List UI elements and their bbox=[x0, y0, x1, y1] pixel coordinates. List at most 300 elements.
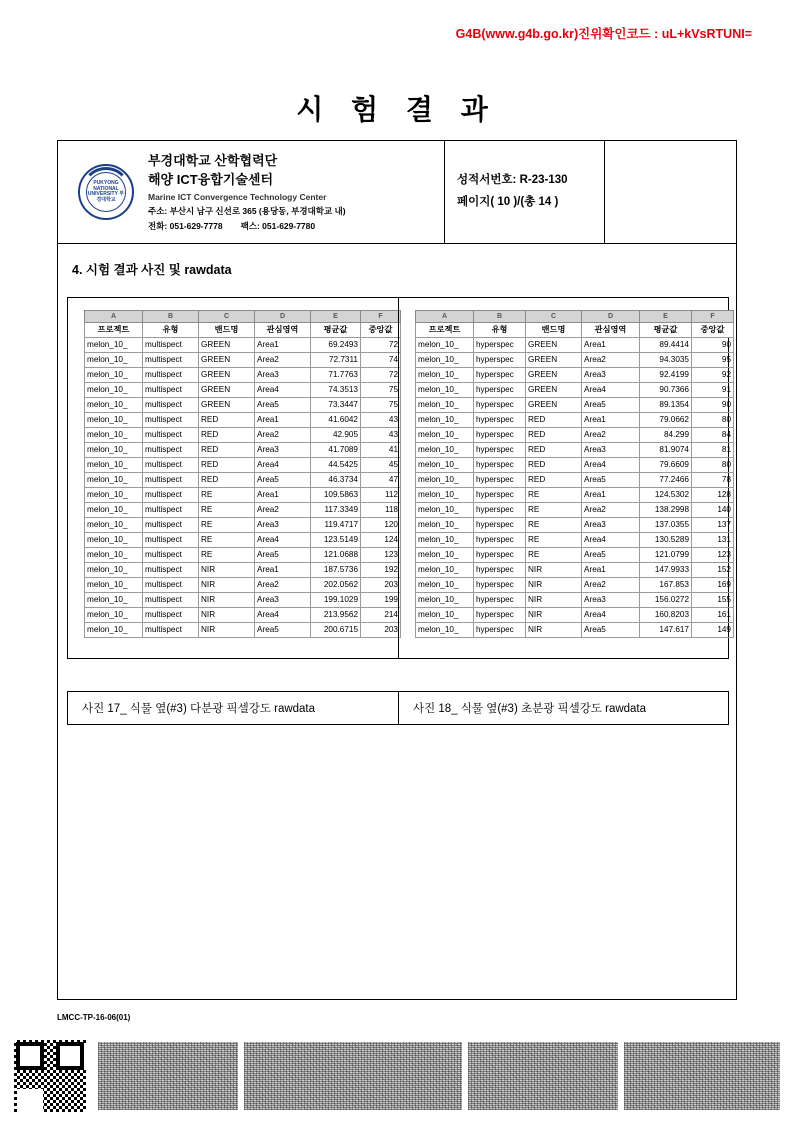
table-cell: 167.853 bbox=[640, 578, 692, 593]
table-cell: 169 bbox=[692, 578, 734, 593]
org-name-line1: 부경대학교 산학협력단 bbox=[148, 152, 278, 168]
table-row bbox=[416, 338, 734, 353]
table-cell: Area4 bbox=[582, 533, 640, 548]
table-cell: 187.5736 bbox=[311, 563, 361, 578]
table-row bbox=[85, 383, 401, 398]
table-cell: Area2 bbox=[255, 578, 311, 593]
table-cell: 121.0688 bbox=[311, 548, 361, 563]
table-row bbox=[85, 533, 401, 548]
table-row bbox=[416, 383, 734, 398]
table-cell: hyperspec bbox=[474, 398, 526, 413]
table-cell: RED bbox=[526, 458, 582, 473]
table-cell: 123 bbox=[692, 548, 734, 563]
table-row bbox=[85, 413, 401, 428]
column-letter-cell: F bbox=[361, 311, 401, 323]
table-header-cell: 중앙값 bbox=[692, 323, 734, 338]
table-cell: hyperspec bbox=[474, 623, 526, 638]
barcode-strip-4 bbox=[624, 1042, 780, 1110]
table-cell: Area2 bbox=[255, 503, 311, 518]
org-address: 주소: 부산시 남구 신선로 365 (용당동, 부경대학교 내) bbox=[148, 206, 346, 217]
table-cell: 75 bbox=[361, 398, 401, 413]
table-cell: 91 bbox=[692, 383, 734, 398]
report-number: 성적서번호: R-23-130 bbox=[457, 174, 568, 187]
table-cell: NIR bbox=[526, 593, 582, 608]
table-cell: multispect bbox=[143, 458, 199, 473]
table-cell: 43 bbox=[361, 428, 401, 443]
table-cell: 79.6609 bbox=[640, 458, 692, 473]
column-letter-cell: A bbox=[85, 311, 143, 323]
table-cell: hyperspec bbox=[474, 533, 526, 548]
table-cell: 75 bbox=[361, 383, 401, 398]
table-cell: 42.905 bbox=[311, 428, 361, 443]
table-cell: 90.7366 bbox=[640, 383, 692, 398]
table-cell: melon_10_ bbox=[416, 383, 474, 398]
organization-info-row bbox=[58, 141, 736, 244]
table-row bbox=[85, 608, 401, 623]
table-cell: 214 bbox=[361, 608, 401, 623]
table-cell: melon_10_ bbox=[416, 593, 474, 608]
table-cell: hyperspec bbox=[474, 563, 526, 578]
table-cell: multispect bbox=[143, 488, 199, 503]
table-cell: Area4 bbox=[255, 533, 311, 548]
table-cell: GREEN bbox=[526, 398, 582, 413]
table-cell: 72 bbox=[361, 338, 401, 353]
rawdata-table-multispectral bbox=[84, 310, 401, 638]
table-row bbox=[85, 368, 401, 383]
table-cell: melon_10_ bbox=[85, 488, 143, 503]
table-cell: Area4 bbox=[255, 458, 311, 473]
table-cell: melon_10_ bbox=[416, 428, 474, 443]
table-header-cell: 유형 bbox=[474, 323, 526, 338]
column-letter-row bbox=[85, 311, 401, 323]
table-cell: 161 bbox=[692, 608, 734, 623]
table-cell: GREEN bbox=[199, 338, 255, 353]
table-cell: Area4 bbox=[582, 458, 640, 473]
table-cell: Area1 bbox=[255, 488, 311, 503]
table-cell: hyperspec bbox=[474, 353, 526, 368]
table-row bbox=[416, 533, 734, 548]
table-header-cell: 관심영역 bbox=[255, 323, 311, 338]
table-cell: GREEN bbox=[199, 353, 255, 368]
organization-block bbox=[58, 141, 445, 243]
table-cell: 130.5289 bbox=[640, 533, 692, 548]
form-code: LMCC-TP-16-06(01) bbox=[57, 1013, 131, 1022]
table-header-cell: 프로젝트 bbox=[85, 323, 143, 338]
table-cell: Area1 bbox=[255, 413, 311, 428]
barcode-strip-2 bbox=[244, 1042, 462, 1110]
table-header-row bbox=[85, 323, 401, 338]
table-cell: melon_10_ bbox=[85, 608, 143, 623]
table-cell: 118 bbox=[361, 503, 401, 518]
table-row bbox=[85, 398, 401, 413]
table-cell: melon_10_ bbox=[416, 623, 474, 638]
table-cell: hyperspec bbox=[474, 383, 526, 398]
table-cell: multispect bbox=[143, 578, 199, 593]
table-cell: hyperspec bbox=[474, 428, 526, 443]
table-cell: RED bbox=[199, 413, 255, 428]
table-row bbox=[85, 473, 401, 488]
org-fax: 팩스: 051-629-7780 bbox=[240, 221, 316, 232]
table-row bbox=[416, 473, 734, 488]
table-cell: GREEN bbox=[199, 383, 255, 398]
table-cell: Area1 bbox=[582, 488, 640, 503]
table-cell: 69.2493 bbox=[311, 338, 361, 353]
table-cell: Area2 bbox=[255, 428, 311, 443]
table-cell: multispect bbox=[143, 548, 199, 563]
barcode-strip-1 bbox=[98, 1042, 238, 1110]
table-row bbox=[416, 488, 734, 503]
table-cell: Area3 bbox=[255, 518, 311, 533]
table-row bbox=[85, 578, 401, 593]
logo-inner-text: PUKYONG NATIONAL UNIVERSITY 부경대학교 bbox=[86, 172, 126, 212]
table-cell: 46.3734 bbox=[311, 473, 361, 488]
table-cell: hyperspec bbox=[474, 443, 526, 458]
table-cell: NIR bbox=[199, 593, 255, 608]
table-row bbox=[416, 353, 734, 368]
column-letter-cell: E bbox=[640, 311, 692, 323]
table-cell: multispect bbox=[143, 503, 199, 518]
table-cell: melon_10_ bbox=[85, 578, 143, 593]
table-row bbox=[416, 428, 734, 443]
table-cell: Area4 bbox=[255, 383, 311, 398]
org-name-line2: 해양 ICT융합기술센터 bbox=[148, 171, 274, 187]
rawdata-tables-area bbox=[67, 297, 729, 659]
table-cell: melon_10_ bbox=[416, 518, 474, 533]
table-cell: 152 bbox=[692, 563, 734, 578]
table-row bbox=[416, 443, 734, 458]
table-cell: RED bbox=[199, 428, 255, 443]
table-cell: hyperspec bbox=[474, 413, 526, 428]
table-cell: 147.617 bbox=[640, 623, 692, 638]
table-row bbox=[416, 563, 734, 578]
table-cell: 203 bbox=[361, 578, 401, 593]
table-row bbox=[416, 503, 734, 518]
table-cell: 149 bbox=[692, 623, 734, 638]
table-cell: melon_10_ bbox=[416, 608, 474, 623]
table-cell: melon_10_ bbox=[85, 533, 143, 548]
table-cell: Area4 bbox=[582, 608, 640, 623]
table-header-cell: 중앙값 bbox=[361, 323, 401, 338]
table-cell: Area3 bbox=[582, 443, 640, 458]
table-cell: melon_10_ bbox=[85, 368, 143, 383]
table-cell: 41 bbox=[361, 443, 401, 458]
report-page: 페이지( 10 )/(총 14 ) bbox=[457, 196, 559, 208]
table-cell: 90 bbox=[692, 398, 734, 413]
table-cell: multispect bbox=[143, 368, 199, 383]
table-cell: 147.9933 bbox=[640, 563, 692, 578]
table-cell: GREEN bbox=[526, 353, 582, 368]
table-cell: 95 bbox=[692, 353, 734, 368]
table-row bbox=[85, 623, 401, 638]
table-cell: Area3 bbox=[582, 518, 640, 533]
caption-row bbox=[67, 691, 729, 725]
table-cell: melon_10_ bbox=[416, 368, 474, 383]
table-cell: 137.0355 bbox=[640, 518, 692, 533]
table-cell: RED bbox=[199, 458, 255, 473]
table-cell: 92.4199 bbox=[640, 368, 692, 383]
table-cell: 72 bbox=[361, 368, 401, 383]
table-row bbox=[416, 548, 734, 563]
table-inner-right bbox=[399, 298, 731, 658]
table-cell: melon_10_ bbox=[416, 488, 474, 503]
column-letter-cell: A bbox=[416, 311, 474, 323]
table-cell: Area5 bbox=[255, 623, 311, 638]
table-cell: RE bbox=[526, 503, 582, 518]
table-cell: 45 bbox=[361, 458, 401, 473]
table-cell: 72.7311 bbox=[311, 353, 361, 368]
table-cell: 89.4414 bbox=[640, 338, 692, 353]
table-cell: multispect bbox=[143, 623, 199, 638]
table-cell: 131 bbox=[692, 533, 734, 548]
table-cell: Area2 bbox=[582, 428, 640, 443]
table-cell: 92 bbox=[692, 368, 734, 383]
table-cell: melon_10_ bbox=[85, 518, 143, 533]
table-cell: multispect bbox=[143, 473, 199, 488]
report-frame bbox=[57, 140, 737, 1000]
table-row bbox=[416, 623, 734, 638]
table-cell: 119.4717 bbox=[311, 518, 361, 533]
table-row bbox=[416, 578, 734, 593]
table-row bbox=[85, 338, 401, 353]
table-cell: NIR bbox=[199, 563, 255, 578]
table-cell: multispect bbox=[143, 533, 199, 548]
table-cell: 77.2466 bbox=[640, 473, 692, 488]
table-cell: RE bbox=[526, 533, 582, 548]
table-cell: melon_10_ bbox=[416, 458, 474, 473]
table-cell: RE bbox=[199, 488, 255, 503]
rawdata-table-box-left bbox=[67, 297, 398, 659]
org-tel: 전화: 051-629-7778 bbox=[148, 221, 223, 232]
table-cell: NIR bbox=[526, 563, 582, 578]
table-cell: melon_10_ bbox=[85, 383, 143, 398]
table-cell: Area5 bbox=[255, 548, 311, 563]
table-cell: melon_10_ bbox=[416, 563, 474, 578]
table-cell: Area5 bbox=[255, 473, 311, 488]
table-cell: Area3 bbox=[582, 368, 640, 383]
table-row bbox=[85, 428, 401, 443]
table-cell: 90 bbox=[692, 338, 734, 353]
table-cell: RED bbox=[526, 473, 582, 488]
table-cell: 199.1029 bbox=[311, 593, 361, 608]
table-cell: Area5 bbox=[582, 473, 640, 488]
table-header-cell: 유형 bbox=[143, 323, 199, 338]
table-cell: 140 bbox=[692, 503, 734, 518]
column-letter-cell: B bbox=[474, 311, 526, 323]
table-row bbox=[416, 458, 734, 473]
table-row bbox=[85, 563, 401, 578]
table-cell: multispect bbox=[143, 608, 199, 623]
org-contact bbox=[148, 220, 346, 232]
table-cell: RE bbox=[526, 548, 582, 563]
table-cell: NIR bbox=[526, 578, 582, 593]
table-cell: multispect bbox=[143, 518, 199, 533]
column-letter-row bbox=[416, 311, 734, 323]
table-cell: Area2 bbox=[582, 353, 640, 368]
table-cell: Area5 bbox=[255, 398, 311, 413]
table-cell: Area2 bbox=[582, 503, 640, 518]
table-cell: Area5 bbox=[582, 623, 640, 638]
table-cell: multispect bbox=[143, 398, 199, 413]
table-cell: RE bbox=[526, 518, 582, 533]
table-cell: Area5 bbox=[582, 398, 640, 413]
table-cell: melon_10_ bbox=[85, 563, 143, 578]
column-letter-cell: C bbox=[199, 311, 255, 323]
table-row bbox=[85, 548, 401, 563]
table-row bbox=[85, 593, 401, 608]
table-cell: 81 bbox=[692, 443, 734, 458]
table-cell: 124 bbox=[361, 533, 401, 548]
rawdata-table-hyperspectral bbox=[415, 310, 734, 638]
table-row bbox=[416, 518, 734, 533]
table-row bbox=[85, 503, 401, 518]
report-meta-block bbox=[445, 141, 605, 243]
table-row bbox=[416, 593, 734, 608]
table-cell: 123 bbox=[361, 548, 401, 563]
table-cell: 124.5302 bbox=[640, 488, 692, 503]
table-cell: 73.3447 bbox=[311, 398, 361, 413]
table-cell: multispect bbox=[143, 383, 199, 398]
table-cell: melon_10_ bbox=[416, 353, 474, 368]
stamp-area bbox=[605, 141, 736, 243]
table-cell: NIR bbox=[199, 608, 255, 623]
table-header-cell: 밴드명 bbox=[199, 323, 255, 338]
table-cell: hyperspec bbox=[474, 503, 526, 518]
table-cell: RE bbox=[199, 548, 255, 563]
table-cell: Area1 bbox=[582, 338, 640, 353]
table-cell: multispect bbox=[143, 413, 199, 428]
table-cell: melon_10_ bbox=[85, 503, 143, 518]
table-cell: Area3 bbox=[255, 368, 311, 383]
table-cell: 109.5863 bbox=[311, 488, 361, 503]
table-cell: 44.5425 bbox=[311, 458, 361, 473]
table-cell: melon_10_ bbox=[416, 578, 474, 593]
table-cell: 202.0562 bbox=[311, 578, 361, 593]
table-cell: hyperspec bbox=[474, 518, 526, 533]
table-cell: 41.7089 bbox=[311, 443, 361, 458]
table-cell: multispect bbox=[143, 338, 199, 353]
table-cell: 74.3513 bbox=[311, 383, 361, 398]
table-cell: 120 bbox=[361, 518, 401, 533]
table-cell: melon_10_ bbox=[85, 353, 143, 368]
table-header-cell: 밴드명 bbox=[526, 323, 582, 338]
table-cell: NIR bbox=[526, 608, 582, 623]
table-cell: GREEN bbox=[526, 338, 582, 353]
column-letter-cell: B bbox=[143, 311, 199, 323]
logo-arc-icon bbox=[81, 167, 131, 217]
table-cell: NIR bbox=[526, 623, 582, 638]
table-cell: Area1 bbox=[255, 338, 311, 353]
table-cell: 47 bbox=[361, 473, 401, 488]
table-row bbox=[85, 443, 401, 458]
table-cell: 84 bbox=[692, 428, 734, 443]
table-cell: 117.3349 bbox=[311, 503, 361, 518]
table-cell: 128 bbox=[692, 488, 734, 503]
table-cell: hyperspec bbox=[474, 488, 526, 503]
caption-photo-17: 사진 17_ 식물 옆(#3) 다분광 픽셀강도 rawdata bbox=[67, 691, 398, 725]
university-logo bbox=[70, 164, 142, 220]
table-cell: melon_10_ bbox=[85, 413, 143, 428]
table-cell: multispect bbox=[143, 593, 199, 608]
table-cell: Area4 bbox=[255, 608, 311, 623]
table-cell: 123.5149 bbox=[311, 533, 361, 548]
table-header-cell: 프로젝트 bbox=[416, 323, 474, 338]
table-cell: 94.3035 bbox=[640, 353, 692, 368]
table-cell: 137 bbox=[692, 518, 734, 533]
table-cell: hyperspec bbox=[474, 593, 526, 608]
table-cell: RE bbox=[199, 533, 255, 548]
table-cell: multispect bbox=[143, 428, 199, 443]
table-cell: NIR bbox=[199, 578, 255, 593]
table-cell: hyperspec bbox=[474, 608, 526, 623]
table-cell: melon_10_ bbox=[85, 398, 143, 413]
page-title: 시 험 결 과 bbox=[296, 94, 498, 125]
organization-text bbox=[142, 152, 346, 233]
table-cell: RED bbox=[526, 443, 582, 458]
table-header-cell: 평균값 bbox=[640, 323, 692, 338]
table-cell: melon_10_ bbox=[416, 533, 474, 548]
table-cell: 200.6715 bbox=[311, 623, 361, 638]
table-cell: melon_10_ bbox=[85, 428, 143, 443]
table-cell: 138.2998 bbox=[640, 503, 692, 518]
table-cell: RED bbox=[199, 443, 255, 458]
table-row bbox=[85, 353, 401, 368]
rawdata-table-box-right bbox=[398, 297, 729, 659]
column-letter-cell: D bbox=[582, 311, 640, 323]
table-cell: 155 bbox=[692, 593, 734, 608]
table-cell: Area2 bbox=[255, 353, 311, 368]
table-cell: multispect bbox=[143, 443, 199, 458]
table-cell: 80 bbox=[692, 413, 734, 428]
table-cell: RED bbox=[526, 428, 582, 443]
table-cell: melon_10_ bbox=[416, 338, 474, 353]
table-row bbox=[416, 608, 734, 623]
table-header-row bbox=[416, 323, 734, 338]
table-cell: GREEN bbox=[199, 368, 255, 383]
table-cell: hyperspec bbox=[474, 458, 526, 473]
table-cell: melon_10_ bbox=[416, 548, 474, 563]
table-cell: Area4 bbox=[582, 383, 640, 398]
table-cell: melon_10_ bbox=[85, 548, 143, 563]
table-cell: melon_10_ bbox=[85, 443, 143, 458]
table-row bbox=[85, 458, 401, 473]
table-cell: 160.8203 bbox=[640, 608, 692, 623]
column-letter-cell: C bbox=[526, 311, 582, 323]
section-heading: 4. 시험 결과 사진 및 rawdata bbox=[72, 263, 232, 277]
table-cell: 112 bbox=[361, 488, 401, 503]
table-cell: 121.0799 bbox=[640, 548, 692, 563]
caption-photo-18: 사진 18_ 식물 옆(#3) 초분광 픽셀강도 rawdata bbox=[398, 691, 729, 725]
table-cell: melon_10_ bbox=[85, 593, 143, 608]
table-cell: Area1 bbox=[582, 413, 640, 428]
table-row bbox=[85, 518, 401, 533]
table-cell: 84.299 bbox=[640, 428, 692, 443]
table-cell: RE bbox=[199, 503, 255, 518]
table-header-cell: 관심영역 bbox=[582, 323, 640, 338]
table-cell: GREEN bbox=[526, 383, 582, 398]
table-cell: 192 bbox=[361, 563, 401, 578]
table-cell: 199 bbox=[361, 593, 401, 608]
table-cell: NIR bbox=[199, 623, 255, 638]
table-cell: Area3 bbox=[255, 593, 311, 608]
table-cell: 203 bbox=[361, 623, 401, 638]
table-cell: 80 bbox=[692, 458, 734, 473]
table-cell: RED bbox=[526, 413, 582, 428]
table-header-cell: 평균값 bbox=[311, 323, 361, 338]
table-cell: melon_10_ bbox=[85, 623, 143, 638]
table-cell: 81.9074 bbox=[640, 443, 692, 458]
table-cell: 79.0662 bbox=[640, 413, 692, 428]
table-cell: melon_10_ bbox=[416, 398, 474, 413]
